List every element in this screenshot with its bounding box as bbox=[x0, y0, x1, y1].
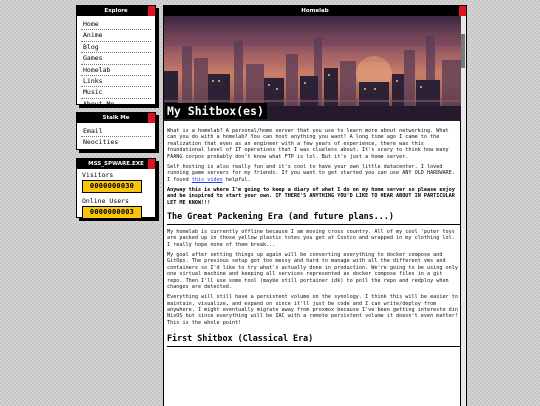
close-icon[interactable] bbox=[148, 159, 155, 169]
counter-window bbox=[76, 158, 156, 218]
stalk-titlebar bbox=[77, 113, 155, 123]
visitors-label: Visitors bbox=[82, 171, 114, 179]
explore-nav bbox=[77, 16, 155, 112]
counter-titlebar bbox=[77, 159, 155, 169]
close-icon[interactable] bbox=[148, 113, 155, 123]
nav-link-blog[interactable]: Blog bbox=[81, 42, 151, 53]
nav-link-anime[interactable]: Anime bbox=[81, 30, 151, 41]
online-users-label: Online Users bbox=[82, 197, 129, 205]
nav-link-email[interactable]: Email bbox=[81, 126, 151, 137]
intro-paragraph-1: What is a homelab? A personal/home server that you use to learn more about networking. What can you do with a homelab? You can host anything you want! A long time ago I came to the realization that even as an engineer with a few years of experience, there was this foundational level of IT operations that I was clueless about. It's scary to think how many FAANG corpos probably don't know what FTP is lol. But it's just a home server. bbox=[167, 128, 449, 160]
homelab-window bbox=[163, 5, 467, 406]
explore-titlebar bbox=[77, 6, 155, 16]
homelab-titlebar bbox=[164, 6, 466, 16]
section1-paragraph-2: My goal after setting things up again will be converting everything to docker compose and GitOps. The previous setup got too messy and hard to manage with all the different vms and containers so I'd like to try what's actually done in production. We're going to be using only one virtual machine and keeping all services represented as docker compose files in a git repo. Then I'll use some tool (maybe still portainer idk) to poll the repo and redploy when changes are detected. bbox=[167, 251, 458, 291]
hero-banner-image bbox=[164, 16, 461, 121]
nav-link-homelab[interactable]: Homelab bbox=[81, 65, 151, 76]
nav-link-neocities[interactable]: Neocities bbox=[83, 138, 119, 147]
nav-link-games[interactable]: Games bbox=[81, 53, 151, 64]
section-heading-first-shitbox: First Shitbox (Classical Era) bbox=[167, 333, 461, 347]
close-icon[interactable] bbox=[148, 6, 155, 16]
visitors-counter: 0000000030 bbox=[82, 180, 142, 193]
page-title: My Shitbox(es) bbox=[165, 103, 267, 119]
nav-link-home[interactable]: Home bbox=[81, 19, 151, 30]
article bbox=[164, 128, 461, 351]
this-video-link[interactable]: this video bbox=[191, 176, 223, 183]
scrollbar-thumb[interactable] bbox=[461, 34, 465, 68]
nav-link-about-me[interactable]: About Me bbox=[83, 99, 115, 108]
intro-paragraph-2-text-a: Self hosting is also really fun and it's cool to have your own little datacenter. I loved running game servers for my friends. If you want to get started you can use ANY OLD HARDWARE. I found bbox=[167, 163, 455, 183]
intro-paragraph-2-text-b: helpful. bbox=[222, 176, 251, 183]
close-icon[interactable] bbox=[459, 6, 466, 16]
stalk-title: Stalk Me bbox=[102, 115, 130, 121]
homelab-title: Homelab bbox=[301, 8, 329, 14]
section1-paragraph-1: My homelab is currently offline because I am moving cross country. All of my cool 'puter toys are packed up in those yellow plastic totes you get at Costco and wrapped in my clothing lol. I really hope none of them break... bbox=[167, 228, 455, 248]
explore-title: Explore bbox=[104, 8, 128, 14]
section1-paragraph-3: Everything will still have a persistent volume on the synology. I think this will be easier to maintain, visualize, and expand on since it'll just be code and I can write/deploy from anywhere. I might eventually migrate away from proxmox because I've been getting intereste din NixOS but since everything will be IAC with a remote persistent volume it doesn't even matter! This is the whole point! bbox=[167, 294, 458, 326]
nav-link-music[interactable]: Music bbox=[81, 87, 151, 98]
section-heading-packening: The Great Packening Era (and future plans...) bbox=[167, 211, 461, 225]
stalk-nav bbox=[77, 123, 155, 151]
nav-link-links[interactable]: Links bbox=[81, 76, 151, 87]
explore-window bbox=[76, 5, 156, 108]
intro-paragraph-3: Anyway this is where I'm going to keep a diary of what I do on my home server so please enjoy and be inspired to start your own. IF THERE'S ANYTHING YOU'D LIKE TO HEAR ABOUT IN PARTICULAR LET ME KNOW!!! bbox=[167, 186, 455, 206]
counter-title: MSS_SPWARE.EXE bbox=[88, 161, 144, 167]
intro-paragraph-2 bbox=[167, 164, 461, 183]
stalk-window bbox=[76, 112, 156, 150]
main-content-area bbox=[164, 16, 461, 406]
online-users-counter: 0000000003 bbox=[82, 206, 142, 219]
